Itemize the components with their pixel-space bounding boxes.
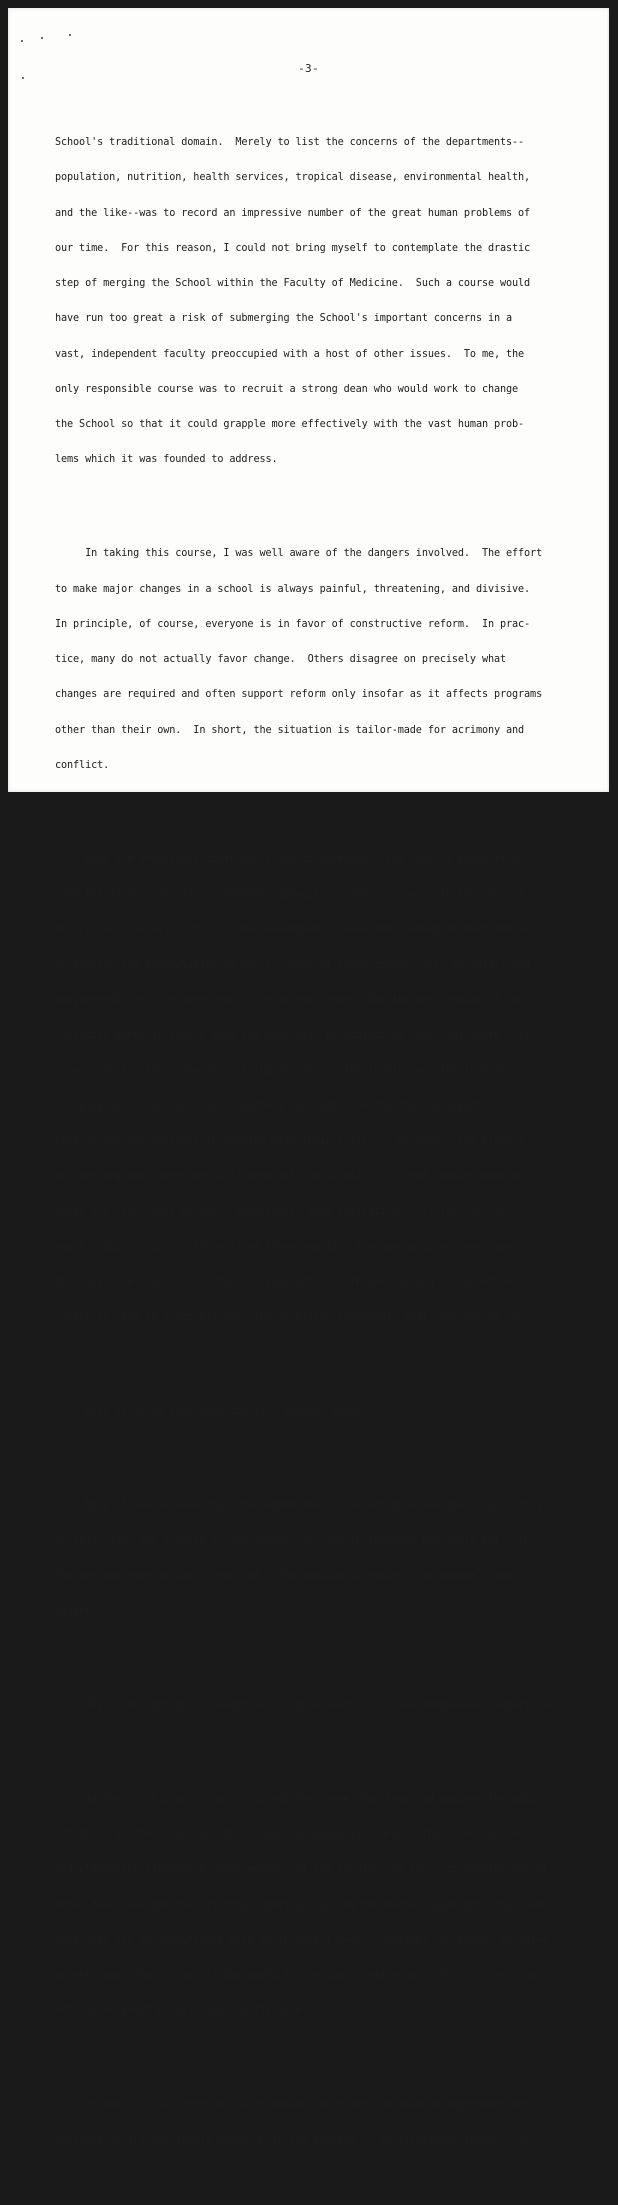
text-line: In taking this course, I was well aware of the dangers involved. The effort (55, 548, 543, 560)
text-line: cism as well. Those who are willing to take on the lonely, painful task of (55, 1065, 507, 1077)
text-line: School's traditional domain. Merely to list the concerns of the departments-- (55, 137, 525, 148)
text-line: have run too great a risk of submerging the School's important concerns in a (55, 313, 513, 325)
text-line: our time. For this reason, I could not bring myself to contemplate the drastic (55, 242, 531, 254)
text-line: In brief, the process of reform is inherently controversial and is therefore (55, 1276, 513, 1288)
text-line: the methods used to carry them out. The obvious solution is to choose a new (55, 1570, 513, 1582)
document-page (8, 8, 609, 2146)
text-line: and the like--was to record an impressive number of the great human problems of (55, 207, 531, 219)
text-line: This prescription is deceptively simple--and in my view dangerously superficial. (55, 1699, 567, 1711)
paragraph-2 (55, 525, 585, 795)
text-line: population, nutrition, health services, tropical disease, environmental health, (55, 172, 531, 184)
text-line: changes are required and often support reform only insofar as it affects programs (55, 689, 543, 701)
text-line: Many of you believe that the remedy lies in selecting a new dean. According (55, 1500, 543, 1511)
text-line: have unswerving patience in dealing with their critics. Moreover, the process (55, 1135, 525, 1147)
text-line: taken and risks must be run. Inevitably, some initiatives will fail or fall (55, 1206, 513, 1218)
text-line: to this view, the problem of the School lies not in charting new goals but with (55, 1535, 531, 1547)
text-line: other faculties and the Visiting Committee, and by foundation heads and others who (55, 1899, 549, 1911)
body-text (55, 90, 585, 2205)
text-line: other than their own. In short, the situation is tailor-made for acrimony and (55, 724, 525, 736)
text-line: step of merging the School within the Faculty of Medicine. Such a course would (55, 278, 531, 289)
text-line: istration of the School are by no means unanimously shared. They are vigorously (55, 1829, 537, 1840)
text-line: the School so that it could grapple more effectively with the vast human prob- (55, 419, 525, 430)
paragraph-8 (55, 2076, 585, 2170)
text-line: What is to be done when conflict becomes acute? (55, 1406, 368, 1417)
text-line: his critics, he will typically be considered unclear and unsound at best and un- (55, 924, 537, 936)
text-line: vast, independent faculty preoccupied with a host of other issues. To me, the (55, 348, 525, 360)
text-line: In principle, of course, everyone is in favor of constructive reform. In prac- (55, 618, 531, 630)
text-line: situation makes it likely that the dean will be subject to some legitimate criti- (55, 1030, 543, 1041)
paper-speck (41, 37, 43, 39)
text-line: have seen fit to communicate with me in recent weeks. Whether you happen to agree (55, 1934, 549, 1946)
paper-speck (21, 40, 23, 42)
text-line: leader. (55, 1605, 98, 1617)
paragraph-7 (55, 1770, 585, 2040)
text-line: scrupulous and manipulative at worst. Many of these charges will be unfair and (55, 959, 531, 971)
paragraph-1 (55, 114, 585, 490)
page-number: -3- (298, 62, 319, 75)
text-line: Second, critics tend not to recognize the extent to which disagreement and (55, 2099, 531, 2111)
text-line: or not, your dean is widely applauded for making a determined effort to carry out (55, 1970, 543, 1981)
paper-speck (69, 34, 71, 36)
text-line: exaggerated, as I believe them to be in this case. But the very nature of the (55, 994, 525, 1006)
text-line: only responsible course was to recruit a strong dean who would work to change (55, 383, 519, 395)
text-line: carrying out reform are rarely perfect diplomats nor can they be expected to (55, 1100, 513, 1112)
text-line: come the focal point for resentment, opposition, and distrust. In the eyes of (55, 889, 525, 900)
text-line: tice, many do not actually favor change. Others disagree on precisely what (55, 654, 507, 665)
text-line: In the first place, the criticisms that have been levelled against the admin- (55, 1793, 549, 1805)
text-line: reforms of great promise and significance. (55, 2005, 308, 2017)
text-line: conflict. (55, 759, 110, 771)
paragraph-6 (55, 1676, 585, 1735)
text-line: short, adding grist to the mill of those who find the new policies unwelcome. (55, 1241, 519, 1253)
text-line: Amid the inevitable controversy and disagreement, the dean is bound to be- (55, 853, 531, 865)
text-line: likely to lead to precisely the kind of bitter complaints that confront us now. (55, 1312, 531, 1323)
text-line: controversy are inevitably bound up in the process of institutional change. In (55, 2134, 531, 2146)
paper-speck (22, 77, 24, 79)
paragraph-5 (55, 1477, 585, 1642)
paragraph-4 (55, 1383, 585, 1442)
text-line: to make major changes in a school is always painful, threatening, and divisive. (55, 583, 531, 595)
text-line: lems which it was founded to address. (55, 454, 278, 466)
text-line: and eloquently disputed by many members of the faculty, by many representatives of (55, 1864, 549, 1876)
paragraph-3 (55, 830, 585, 1347)
text-line: of charting new directions will generally be so difficult that chances must be (55, 1171, 525, 1182)
